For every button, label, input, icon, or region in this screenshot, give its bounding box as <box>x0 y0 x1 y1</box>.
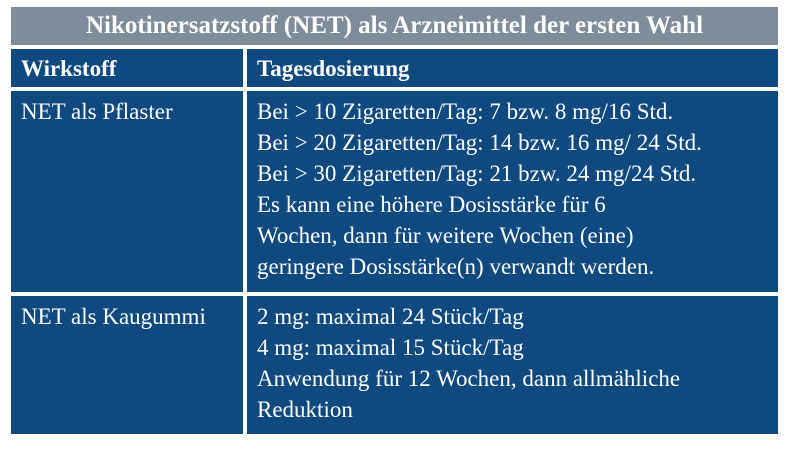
header-row <box>11 49 778 87</box>
wirkstoff-cell: NET als Pflaster <box>11 91 243 292</box>
table-row <box>11 91 778 292</box>
dosierung-line: Reduktion <box>257 397 353 422</box>
header-wirkstoff: Wirkstoff <box>11 49 243 87</box>
wirkstoff-cell: NET als Kaugummi <box>11 296 243 434</box>
dosierung-line: Es kann eine höhere Dosisstärke für 6 <box>257 192 606 217</box>
dosierung-line: 4 mg: maximal 15 Stück/Tag <box>257 335 524 360</box>
dosierung-line: 2 mg: maximal 24 Stück/Tag <box>257 304 524 329</box>
dosierung-line: geringere Dosisstärke(n) verwandt werden. <box>257 254 655 279</box>
dosierung-line: Bei > 30 Zigaretten/Tag: 21 bzw. 24 mg/24 Std. <box>257 161 697 186</box>
dosierung-line: Anwendung für 12 Wochen, dann allmähliche <box>257 366 681 391</box>
table-row <box>11 296 778 434</box>
nikotin-table <box>11 7 778 434</box>
table-title: Nikotinersatzstoff (NET) als Arzneimittel der ersten Wahl <box>11 7 778 45</box>
dosierung-cell <box>247 91 778 292</box>
dosierung-cell <box>247 296 778 434</box>
header-tagesdosierung: Tagesdosierung <box>247 49 778 87</box>
dosierung-line: Wochen, dann für weitere Wochen (eine) <box>257 223 634 248</box>
dosierung-line: Bei > 20 Zigaretten/Tag: 14 bzw. 16 mg/ 24 Std. <box>257 130 702 155</box>
dosierung-line: Bei > 10 Zigaretten/Tag: 7 bzw. 8 mg/16 Std. <box>257 99 674 124</box>
